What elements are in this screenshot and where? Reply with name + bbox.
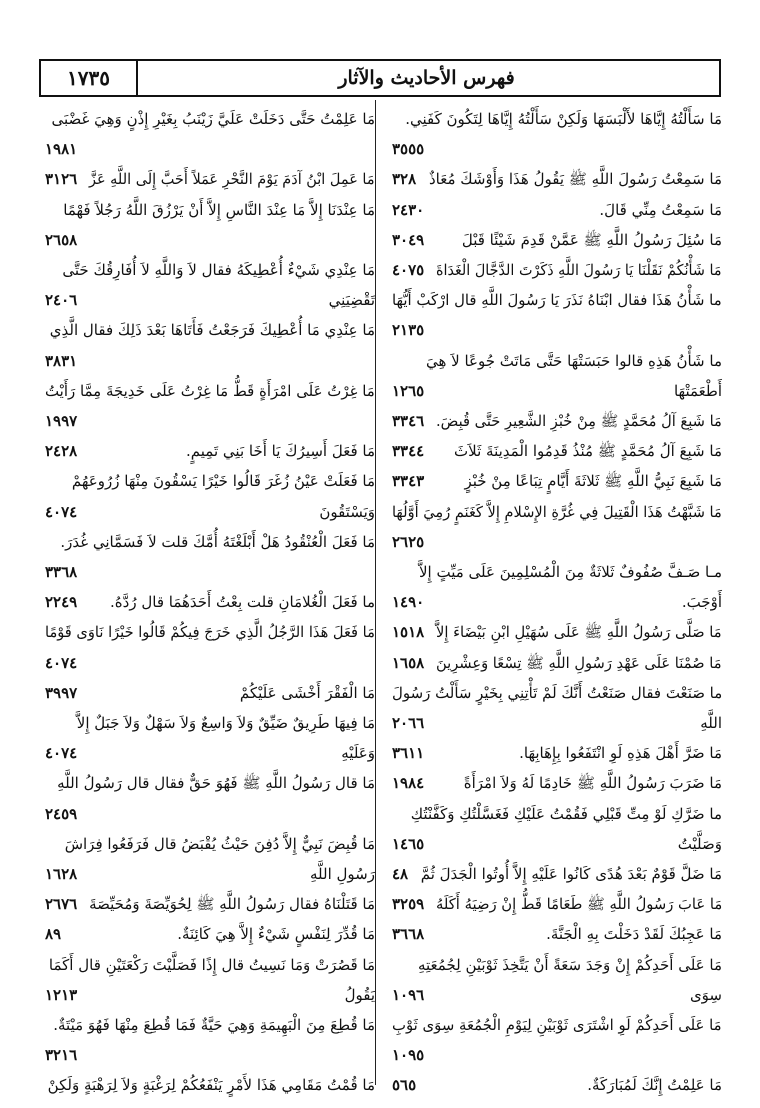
entry-ref-number: ٢٦٢٥ (392, 532, 425, 551)
index-entry (45, 738, 375, 768)
index-entry (392, 346, 722, 376)
index-entry (45, 587, 375, 617)
entry-text: مَا سَمِعْتُ رَسُولَ اللَّهِ ﷺ يَقُولُ هَذَا وَأَوْشَكَ مُعَاذٌ (428, 170, 722, 189)
index-entry (45, 768, 375, 798)
index-entry (392, 708, 722, 738)
index-entry (45, 285, 375, 315)
entry-ref-number: ٣٣٤٣ (392, 472, 425, 491)
index-entry (45, 497, 375, 527)
entry-ref-number: ٤٠٧٤ (45, 653, 78, 672)
entry-text: وَصَلَّيْتُ (677, 834, 722, 853)
entry-text: مَا سُئِلَ رَسُولُ اللَّهِ ﷺ عَمَّنْ قَدِمَ شَيْئًا قَبْلَ (461, 230, 722, 249)
entry-text: ما شَأْنُ هَذَا فقال ابْنَاهُ نَذَرَ يَا رَسُولَ اللَّهِ قال ارْكَبْ أَيُّهَا (392, 291, 722, 310)
entry-text: مَا عَابَ رَسُولُ اللَّهِ ﷺ طَعَامًا قَطُّ إِنْ رَضِيَهُ أَكَلَهُ (435, 895, 722, 914)
entry-text: ما ضَرَّكِ لَوْ مِتِّ قَبْلِي فَقُمْتُ عَلَيْكِ فَغَسَّلْتُكِ وَكَفَّنْتُكِ (410, 804, 722, 823)
entry-ref-number: ٢٤٣٠ (392, 200, 425, 219)
entry-text: مَا قُدِّرَ لِنَفْسٍ شَيْءٌ إِلاَّ هِيَ كَائِنَةٌ. (177, 925, 375, 944)
entry-text: ما شَأْنُ هَذِهِ قالوا حَبَسَتْهَا حَتَّى مَاتَتْ جُوعًا لاَ هِيَ (425, 351, 722, 370)
index-entry (392, 104, 722, 134)
entry-text: مَا سَأَلْتُهُ إِيَّاهَا لأَلْبَسَهَا وَلَكِنْ سَأَلْتُهُ إِيَّاهَا لِتَكُونَ كَفَنِي. (405, 110, 722, 128)
entry-ref-number: ١٩٨١ (45, 140, 78, 159)
left-column (45, 100, 375, 1100)
entry-text: وَعَلَيْهِ (341, 744, 375, 763)
entry-text: مـا صَـفَّ صُفُوفٌ ثَلاثَةٌ مِنَ الْمُسْلِمِينَ عَلَى مَيِّتٍ إِلاَّ (418, 563, 722, 581)
header-divider (136, 61, 138, 95)
entry-text: مَا شَبِعَ آلُ مُحَمَّدٍ ﷺ مُنْذُ قَدِمُوا الْمَدِينَةَ ثَلاَثَ (454, 442, 722, 461)
entry-ref-number: ٢٠٦٦ (392, 714, 425, 732)
index-entry (45, 829, 375, 859)
entry-ref-number: ٣٢٥٩ (392, 895, 425, 914)
entry-text: مَا قَتَلْنَاهُ فقال رَسُولُ اللَّهِ ﷺ لِحُوَيِّصَةَ وَمُحَيِّصَةَ (89, 895, 375, 914)
index-entry (45, 648, 375, 678)
index-entry (392, 285, 722, 315)
entry-ref-number: ٣٢٨ (392, 170, 417, 189)
entry-ref-number: ١٦٢٨ (45, 865, 78, 883)
index-entry (392, 678, 722, 708)
index-entry (45, 346, 375, 376)
entry-ref-number: ٢٦٥٨ (45, 230, 78, 249)
entry-text: مَا قُبِضَ نَبِيٌّ إِلاَّ دُفِنَ حَيْثُ يُقْبَضُ قال فَرَفَعُوا فِرَاشَ (64, 834, 375, 853)
entry-ref-number: ٤٠٧٥ (392, 261, 425, 279)
entry-ref-number: ٣٩٩٧ (45, 683, 78, 702)
entry-text: مَا سَمِعْتُ مِنِّي قَالَ. (599, 200, 722, 219)
entry-text: مَا فِيهَا طَرِيقٌ ضَيِّقٌ وَلاَ وَاسِعٌ وَلاَ سَهْلٌ وَلاَ جَبَلٌ إِلاَّ (76, 714, 375, 732)
entry-text: مَا عِنْدِي مَا أُعْطِيكَ فَرَجَعْتُ فَأَتَاهَا بَعْدَ ذَلِكَ فقال الَّذِي (49, 321, 375, 340)
right-column (392, 100, 722, 1100)
entry-ref-number: ٣٥٥٥ (392, 140, 425, 159)
entry-ref-number: ٨٩ (45, 925, 62, 944)
index-entry (45, 255, 375, 285)
entry-ref-number: ٤٠٧٤ (45, 502, 78, 521)
entry-ref-number: ٢٤٢٨ (45, 442, 78, 461)
index-entry (392, 980, 722, 1010)
entry-text: مَا ضَرَبَ رَسُولُ اللَّهِ ﷺ خَادِمًا لَهُ وَلاَ امْرَأَةً (463, 774, 722, 793)
entry-text: سِوَى (689, 985, 722, 1004)
entry-text: مَا عَجِبُكَ لَقَدْ دَخَلْتَ بِهِ الْجَنَّةَ. (546, 925, 722, 944)
entry-ref-number: ١٩٨٤ (392, 774, 425, 793)
index-entry (392, 919, 722, 949)
entry-text: مَا عِنْدِي شَيْءٌ أُعْطِيكَهُ فقال لاَ وَاللَّهِ لاَ أُفَارِقُكَ حَتَّى (62, 261, 375, 279)
entry-ref-number: ٣١٢٦ (45, 170, 78, 189)
entry-text: يَقُولُ (344, 985, 375, 1004)
entry-ref-number: ٢٤٥٩ (45, 804, 78, 823)
entry-text: أَطْعَمَتْهَا (673, 381, 722, 400)
index-entry (45, 225, 375, 255)
index-entry (392, 466, 722, 496)
index-entry (45, 406, 375, 436)
entry-ref-number: ٢١٣٥ (392, 321, 425, 340)
index-entry (45, 466, 375, 496)
entry-text: مَا شَبِعَ نَبِيُّ اللَّهِ ﷺ ثَلاثَةَ أَيَّامٍ تِبَاعًا مِنْ خُبْزٍ (464, 472, 722, 491)
entry-text: وَيَسْتَقُونَ (319, 502, 375, 521)
index-entry (45, 950, 375, 980)
entry-ref-number: ١٢٦٥ (392, 381, 425, 400)
index-entry (45, 436, 375, 466)
index-entry (45, 195, 375, 225)
index-entry (392, 617, 722, 647)
entry-ref-number: ١٥١٨ (392, 623, 425, 642)
entry-text: مَا الْفَقْرَ أَخْشَى عَلَيْكُمْ (239, 683, 375, 702)
index-entry (45, 980, 375, 1010)
entry-text: مَا فَعَلَ أَسِيرُكَ يَا أَخَا بَنِي تَمِيمٍ. (186, 442, 375, 461)
index-entry (45, 617, 375, 647)
column-divider (375, 100, 376, 1085)
index-entry (392, 587, 722, 617)
entry-ref-number: ٣٠٤٩ (392, 230, 425, 249)
entry-text: أَوْجَبَ. (681, 593, 722, 612)
page-number: ١٧٣٥ (67, 66, 110, 90)
entry-ref-number: ٣٣٤٦ (392, 412, 425, 430)
index-entry (392, 1010, 722, 1040)
entry-text: مَا صَلَّى رَسُولُ اللَّهِ ﷺ عَلَى سُهَيْلِ ابْنِ بَيْضَاءَ إِلاَّ (436, 623, 722, 642)
index-entry (392, 557, 722, 587)
entry-text: مَا غِرْتُ عَلَى امْرَأَةٍ قَطُّ مَا غِرْتُ عَلَى خَدِيجَةَ مِمَّا رَأَيْتُ (45, 381, 375, 400)
entry-text: مَا عَلَى أَحَدِكُمْ لَوِ اشْتَرَى ثَوْبَيْنِ لِيَوْمِ الْجُمُعَةِ سِوَى ثَوْبِ (392, 1016, 722, 1034)
index-entry (45, 164, 375, 194)
entry-ref-number: ٣٢١٦ (45, 1046, 78, 1065)
entry-text: مَا ضَلَّ قَوْمٌ بَعْدَ هُدًى كَانُوا عَلَيْهِ إِلاَّ أُوتُوا الْجَدَلَ ثُمَّ (420, 865, 722, 883)
index-entry (392, 195, 722, 225)
entry-text: رَسُولِ اللَّهِ (310, 865, 375, 883)
entry-ref-number: ٤٨ (392, 865, 409, 883)
entry-ref-number: ١٤٦٥ (392, 834, 425, 853)
index-entry (45, 104, 375, 134)
entry-ref-number: ٤٠٧٤ (45, 744, 78, 763)
index-entry (392, 889, 722, 919)
entry-ref-number: ٣٣٦٨ (45, 563, 78, 581)
index-entry (392, 799, 722, 829)
entry-text: مَا شَبَّهْتُ هَذَا الْقَتِيلَ فِي غُرَّةِ الإِسْلامِ إِلاَّ كَغَنَمٍ رُمِيَ أَوَّلُهَا (392, 502, 722, 521)
index-entry (392, 315, 722, 345)
entry-text: مَا فَعَلَتْ عَيْنُ زُغَرَ قَالُوا خَيْرًا يَسْقُونَ مِنْهَا زُرُوعَهُمْ (71, 472, 375, 491)
entry-ref-number: ١٩٩٧ (45, 412, 78, 430)
entry-text: ما صَنَعْتَ فقال صَنَعْتُ أَنَّكَ لَمْ تَأْتِنِي بِخَيْرٍ سَأَلْتُ رَسُولَ (391, 683, 722, 702)
entry-ref-number: ٣٨٣١ (45, 351, 78, 370)
index-entry (392, 1040, 722, 1070)
index-entry (392, 829, 722, 859)
index-entry (45, 919, 375, 949)
entry-ref-number: ١٠٩٥ (392, 1046, 425, 1065)
index-entry (392, 738, 722, 768)
index-entry (392, 648, 722, 678)
entry-ref-number: ٢٦٧٦ (45, 895, 78, 914)
entry-text: مَا فَعَلَ هَذَا الرَّجُلُ الَّذِي خَرَجَ فِيكُمْ قَالُوا خَيْرًا نَاوَى قَوْمًا (45, 623, 375, 642)
index-entry (392, 164, 722, 194)
entry-ref-number: ٣٦١١ (392, 744, 425, 763)
index-entry (392, 859, 722, 889)
entry-ref-number: ٣٣٤٤ (392, 442, 425, 461)
page-title: فهرس الأحاديث والآثار (338, 67, 515, 89)
entry-text: مَا شَأْنُكُمْ نَقَلْنَا يَا رَسُولَ اللَّهِ ذَكَرْتَ الدَّجَّالَ الْغَدَاةَ (436, 261, 722, 279)
entry-text: مَا عِنْدَنَا إِلاَّ مَا عِنْدَ النَّاسِ إِلاَّ أَنْ يَرْزُقَ اللَّهُ رَجُلاً فَهْمًا (63, 200, 375, 219)
entry-text: مَا عَلَى أَحَدِكُمْ إِنْ وَجَدَ سَعَةً أَنْ يَتَّخِذَ ثَوْبَيْنِ لِجُمُعَتِهِ (417, 955, 722, 974)
entry-text: اللَّهِ (700, 714, 722, 732)
index-entry (45, 799, 375, 829)
index-entry (392, 255, 722, 285)
index-entry (392, 436, 722, 466)
index-entry (45, 708, 375, 738)
entry-text: مَا قُمْتُ مَقَامِي هَذَا لأَمْرٍ يَنْفَعُكُمْ لِرَغْبَةٍ وَلاَ لِرَهْبَةٍ وَلَكِنْ (47, 1076, 375, 1095)
index-entry (392, 225, 722, 255)
index-entry (45, 557, 375, 587)
entry-text: مَا فَعَلَ الْعُنْقُودُ هَلْ أَبْلَغْتَهُ أُمَّكَ قلت لاَ فَسَمَّانِي غُدَرَ. (60, 532, 375, 551)
entry-ref-number: ١٢١٣ (45, 985, 78, 1004)
index-entry (45, 315, 375, 345)
entry-text: مَا صُمْنَا عَلَى عَهْدِ رَسُولِ اللَّهِ ﷺ تِسْعًا وَعِشْرِينَ (436, 653, 722, 672)
entry-text: مَا قَصُرَتْ وَمَا نَسِيتُ قال إِذًا فَصَلَّيْتَ رَكْعَتَيْنِ قال أَكَمَا (48, 955, 375, 974)
index-entry (392, 134, 722, 164)
entry-ref-number: ١٠٩٦ (392, 985, 425, 1004)
index-entry (45, 527, 375, 557)
index-entry (392, 406, 722, 436)
entry-ref-number: ٣٦٦٨ (392, 925, 425, 944)
index-entry (45, 1010, 375, 1040)
index-entry (45, 1070, 375, 1100)
entry-text: مَا ضَرَّ أَهْلَ هَذِهِ لَوِ انْتَفَعُوا بِإِهَابِهَا. (519, 744, 722, 763)
page-header (39, 59, 721, 97)
index-entry (45, 376, 375, 406)
entry-text: تَقْضِيَنِي (328, 291, 375, 310)
entry-ref-number: ٢٤٠٦ (45, 291, 78, 310)
index-entry (392, 950, 722, 980)
index-entry (392, 527, 722, 557)
index-entry (45, 859, 375, 889)
entry-ref-number: ٢٢٤٩ (45, 593, 78, 612)
entry-text: مَا قال رَسُولُ اللَّهِ ﷺ فَهُوَ حَقٌّ فقال قال رَسُولُ اللَّهِ (57, 774, 375, 793)
entry-text: مَا شَبِعَ آلُ مُحَمَّدٍ ﷺ مِنْ خُبْزِ الشَّعِيرِ حَتَّى قُبِضَ. (436, 412, 722, 430)
index-entry (45, 1040, 375, 1070)
index-entry (392, 1070, 722, 1100)
index-entry (392, 376, 722, 406)
entry-ref-number: ١٦٥٨ (392, 653, 425, 672)
entry-text: مَا عَلِمْتُ إِنَّكَ لَمُبَارَكَةٌ. (587, 1076, 722, 1095)
index-entry (392, 768, 722, 798)
index-entry (392, 497, 722, 527)
entry-text: مَا عَلِمْتُ حَتَّى دَخَلَتْ عَلَيَّ زَيْنَبُ بِغَيْرِ إِذْنٍ وَهِيَ غَضْبَى (51, 110, 375, 128)
entry-text: ما فَعَلَ الْغُلامَانِ قلت بِعْتُ أَحَدَهُمَا قال رُدَّهُ. (110, 593, 375, 612)
entry-text: مَا عَمِلَ ابْنُ آدَمَ يَوْمَ النَّحْرِ عَمَلاً أَحَبَّ إِلَى اللَّهِ عَزَّ (89, 170, 375, 189)
entry-ref-number: ١٤٩٠ (392, 593, 425, 612)
index-entry (45, 889, 375, 919)
entry-ref-number: ٥٦٥ (392, 1076, 417, 1095)
entry-text: مَا قُطِعَ مِنَ الْبَهِيمَةِ وَهِيَ حَيَّةٌ فَمَا قُطِعَ مِنْهَا فَهُوَ مَيْتَةٌ. (53, 1016, 375, 1034)
index-entry (45, 134, 375, 164)
index-entry (45, 678, 375, 708)
